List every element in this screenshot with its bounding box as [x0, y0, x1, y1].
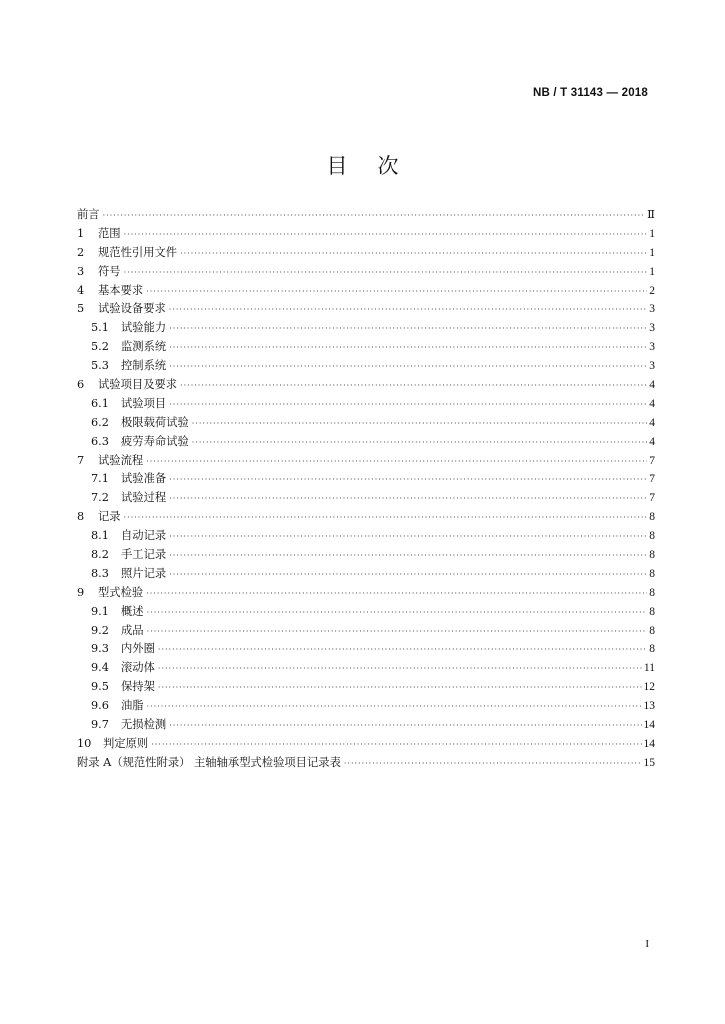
toc-entry-page: 8 [649, 643, 655, 656]
toc-entry-number: 6 [77, 378, 85, 392]
toc-dot-leader [124, 509, 648, 528]
toc-entry-page: 4 [649, 416, 655, 429]
toc-entry[interactable] [77, 584, 655, 603]
toc-entry-label: 试验项目及要求 [98, 378, 178, 392]
toc-entry-page: Ⅱ [647, 209, 655, 221]
toc-entry-label: 基本要求 [98, 283, 144, 297]
toc-entry-label: 控制系统 [121, 359, 167, 373]
toc-entry-page: 8 [649, 605, 655, 618]
toc-entry[interactable] [77, 603, 655, 622]
toc-entry-number: 9.6 [91, 699, 109, 713]
toc-entry-label: 监测系统 [121, 340, 167, 354]
toc-entry-number: 9.2 [91, 623, 109, 637]
toc-entry[interactable] [77, 527, 655, 546]
toc-entry-page: 2 [649, 284, 655, 297]
toc-entry-label: 手工记录 [121, 548, 167, 562]
toc-entry-page: 11 [643, 662, 655, 675]
toc-entry-number: 9.7 [91, 718, 109, 732]
toc-entry-label: 范围 [98, 226, 121, 240]
toc-dot-leader [146, 283, 647, 302]
toc-entry-page: 3 [649, 360, 655, 373]
toc-entry-number: 7.1 [91, 472, 109, 486]
toc-entry-page: 8 [649, 624, 655, 637]
toc-entry-label: 记录 [98, 510, 121, 524]
toc-entry-page: 13 [643, 700, 655, 713]
toc-entry-page: 3 [649, 303, 655, 316]
toc-entry[interactable] [77, 263, 655, 282]
toc-entry-page: 12 [643, 681, 655, 694]
toc-entry-number: 8.2 [91, 548, 109, 562]
toc-entry[interactable] [77, 376, 655, 395]
toc-entry-label: 附录 A（规范性附录） 主轴轴承型式检验项目记录表 [77, 755, 341, 769]
toc-entry-label: 疲劳寿命试验 [121, 434, 189, 448]
title-char-1: 目 [326, 154, 348, 178]
toc-entry-label: 极限载荷试验 [121, 415, 189, 429]
toc-entry-number: 3 [77, 264, 85, 278]
toc-entry-number: 6.3 [91, 434, 109, 448]
toc-entry[interactable] [77, 640, 655, 659]
toc-entry-label: 照片记录 [121, 566, 167, 580]
toc-entry[interactable] [77, 300, 655, 319]
page-number: I [645, 938, 649, 950]
toc-dot-leader [103, 207, 646, 226]
toc-entry-page: 4 [649, 379, 655, 392]
toc-entry[interactable] [77, 338, 655, 357]
toc-dot-leader [147, 623, 648, 642]
toc-entry-label: 保持架 [121, 680, 155, 694]
toc-dot-leader [147, 698, 642, 717]
toc-entry[interactable] [77, 716, 655, 735]
toc-entry-page: 3 [649, 322, 655, 335]
toc-entry-page: 7 [649, 492, 655, 505]
toc-dot-leader [180, 245, 647, 264]
toc-entry-label: 无损检测 [121, 718, 167, 732]
toc-entry-number: 4 [77, 283, 85, 297]
title-char-2: 次 [377, 154, 399, 178]
toc-entry-number: 5.2 [91, 340, 109, 354]
toc-entry-number: 5 [77, 302, 85, 316]
toc-entry-number: 2 [77, 245, 85, 259]
toc-entry[interactable] [77, 452, 655, 471]
toc-entry-label: 自动记录 [121, 529, 167, 543]
toc-dot-leader [151, 736, 641, 755]
toc-entry-label: 规范性引用文件 [98, 245, 178, 259]
toc-dot-leader [169, 717, 641, 736]
toc-entry-label: 试验能力 [121, 321, 167, 335]
toc-entry-number: 9.5 [91, 680, 109, 694]
toc-dot-leader [169, 339, 647, 358]
toc-dot-leader [192, 434, 647, 453]
toc-dot-leader [147, 604, 648, 623]
toc-entry[interactable] [77, 754, 655, 773]
toc-entry-label: 符号 [98, 264, 121, 278]
toc-entry[interactable] [77, 244, 655, 263]
toc-entry-page: 1 [649, 265, 655, 278]
toc-entry-number: 9 [77, 585, 85, 599]
toc-entry[interactable] [77, 735, 655, 754]
toc-entry-number: 8.1 [91, 529, 109, 543]
toc-entry-number: 9.3 [91, 642, 109, 656]
toc-entry[interactable] [77, 489, 655, 508]
toc-entry-page: 7 [649, 454, 655, 467]
toc-dot-leader [124, 264, 648, 283]
toc-entry-page: 8 [649, 511, 655, 524]
toc-entry-page: 14 [643, 737, 655, 750]
toc-entry-label: 型式检验 [98, 585, 144, 599]
toc-dot-leader [169, 396, 647, 415]
toc-entry-label: 试验过程 [121, 491, 167, 505]
toc-entry[interactable] [77, 508, 655, 527]
toc-entry-label: 前言 [77, 208, 100, 221]
toc-dot-leader [146, 585, 647, 604]
toc-entry[interactable] [77, 433, 655, 452]
toc-entry-label: 滚动体 [121, 661, 155, 675]
toc-dot-leader [169, 320, 647, 339]
table-of-contents [77, 206, 655, 773]
page-title [0, 150, 725, 180]
toc-entry[interactable] [77, 622, 655, 641]
document-code: NB / T 31143 — 2018 [532, 87, 648, 99]
toc-entry-number: 5.3 [91, 359, 109, 373]
toc-entry-page: 4 [649, 397, 655, 410]
toc-entry-number: 6.2 [91, 415, 109, 429]
toc-entry-page: 15 [643, 756, 655, 769]
toc-entry-label: 试验设备要求 [98, 302, 166, 316]
toc-entry-page: 3 [649, 341, 655, 354]
toc-entry[interactable] [77, 678, 655, 697]
toc-dot-leader [158, 641, 647, 660]
toc-dot-leader [344, 755, 642, 774]
toc-entry[interactable] [77, 206, 655, 225]
toc-dot-leader [169, 490, 647, 509]
toc-dot-leader [169, 566, 647, 585]
toc-entry-number: 8.3 [91, 566, 109, 580]
toc-entry-page: 1 [649, 246, 655, 259]
toc-entry-page: 1 [649, 227, 655, 240]
toc-entry[interactable] [77, 414, 655, 433]
toc-entry-page: 4 [649, 435, 655, 448]
toc-entry-label: 成品 [121, 623, 144, 637]
toc-entry-label: 试验项目 [121, 396, 167, 410]
toc-entry-number: 1 [77, 226, 85, 240]
toc-entry[interactable] [77, 225, 655, 244]
toc-dot-leader [192, 415, 647, 434]
toc-entry-number: 8 [77, 510, 85, 524]
toc-entry-label: 油脂 [121, 699, 144, 713]
toc-entry[interactable] [77, 282, 655, 301]
toc-entry-page: 7 [649, 473, 655, 486]
toc-entry-number: 9.1 [91, 604, 109, 618]
toc-entry[interactable] [77, 546, 655, 565]
toc-entry[interactable] [77, 319, 655, 338]
toc-dot-leader [124, 226, 648, 245]
toc-entry-number: 10 [77, 736, 92, 750]
toc-entry-page: 8 [649, 549, 655, 562]
toc-dot-leader [169, 471, 647, 490]
toc-entry-number: 6.1 [91, 396, 109, 410]
toc-entry-number: 7 [77, 453, 85, 467]
toc-dot-leader [180, 377, 647, 396]
toc-entry-number: 9.4 [91, 661, 109, 675]
toc-dot-leader [158, 660, 642, 679]
toc-dot-leader [169, 301, 647, 320]
toc-entry[interactable] [77, 659, 655, 678]
toc-entry-page: 8 [649, 530, 655, 543]
toc-entry-page: 8 [649, 567, 655, 580]
toc-entry-label: 判定原则 [103, 736, 149, 750]
toc-dot-leader [169, 358, 647, 377]
toc-dot-leader [146, 453, 647, 472]
toc-dot-leader [169, 547, 647, 566]
toc-entry-page: 14 [643, 719, 655, 732]
toc-entry-label: 内外圈 [121, 642, 155, 656]
toc-entry[interactable] [77, 565, 655, 584]
toc-entry-number: 7.2 [91, 491, 109, 505]
toc-entry[interactable] [77, 697, 655, 716]
toc-entry-page: 8 [649, 586, 655, 599]
toc-entry[interactable] [77, 357, 655, 376]
toc-entry[interactable] [77, 470, 655, 489]
toc-dot-leader [158, 679, 642, 698]
toc-entry-number: 5.1 [91, 321, 109, 335]
toc-entry-label: 概述 [121, 604, 144, 618]
toc-entry-label: 试验准备 [121, 472, 167, 486]
toc-entry-label: 试验流程 [98, 453, 144, 467]
toc-entry[interactable] [77, 395, 655, 414]
toc-dot-leader [169, 528, 647, 547]
